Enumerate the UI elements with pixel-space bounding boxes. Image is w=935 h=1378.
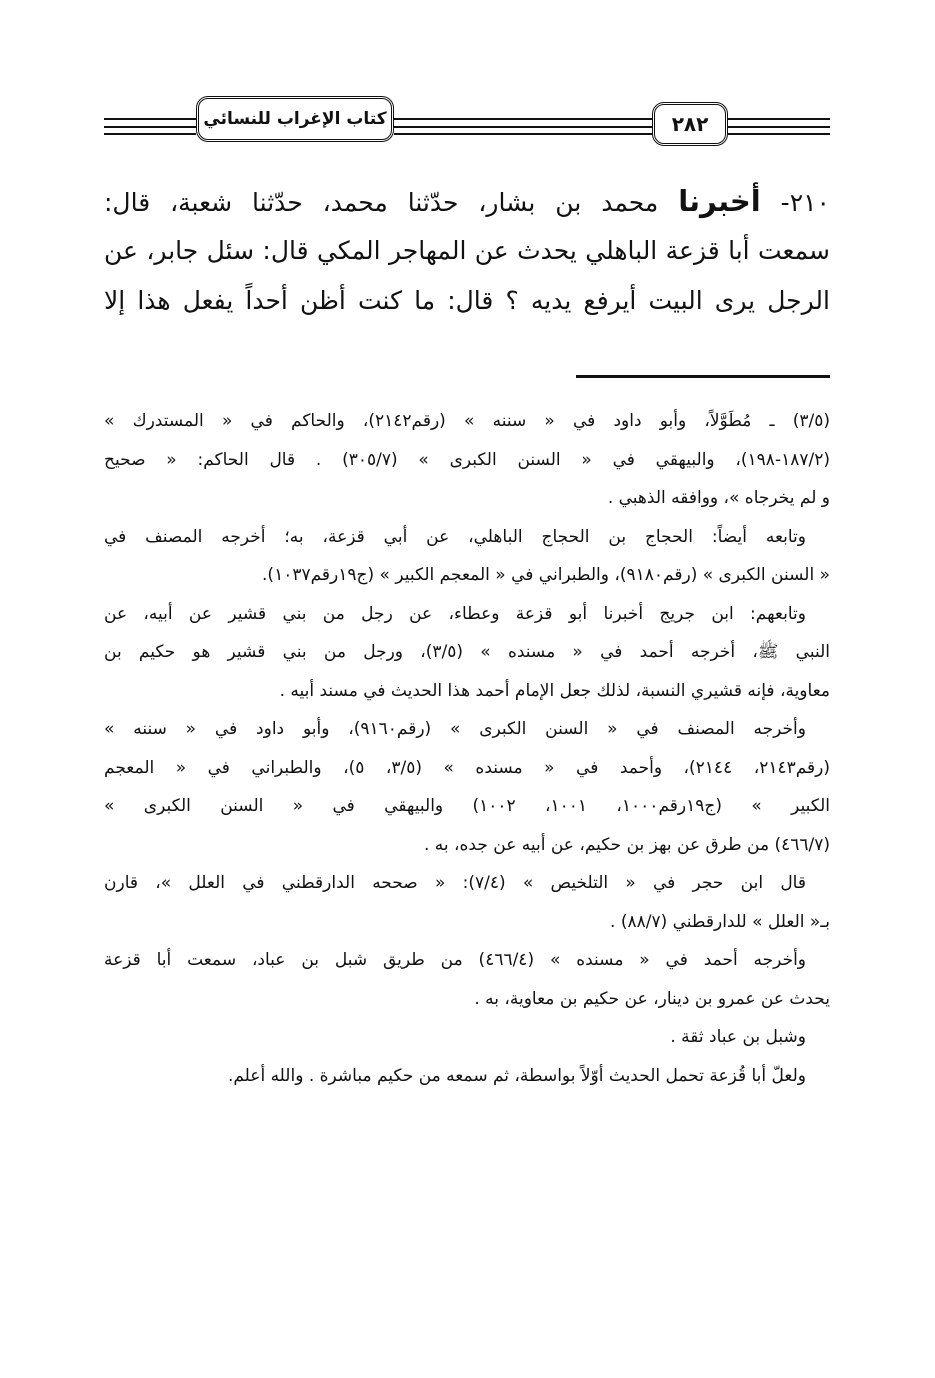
footnote-paragraph (104, 864, 830, 941)
hadith-text (104, 176, 830, 326)
footnote-line: وأخرجه أحمد في « مسنده » (٤٦٦/٤) من طريق شبل بن عباد، سمعت أبا قزعة (104, 950, 807, 970)
footnote-line: وشبل بن عباد ثقة . (670, 1027, 806, 1047)
hadith-line-text: محمد بن بشار، حدّثنا محمد، حدّثنا شعبة، قال: (104, 188, 679, 217)
footnote-line: ولعلّ أبا قُزعة تحمل الحديث أوّلاً بواسطة، ثم سمعه من حكيم مباشرة . والله أعلم. (227, 1065, 806, 1086)
footnote-line: النبي ﷺ، أخرجه أحمد في « مسنده » (٣/٥)، ورجل من بني قشير هو حكيم بن (104, 642, 830, 662)
header-rule-left (104, 133, 196, 135)
page-number (652, 102, 728, 146)
footnote-line: (٣/٥) ـ مُطَوَّلاً، وأبو داود في « سننه » (رقم٢١٤٢)، والحاكم في « المستدرك » (104, 411, 830, 431)
header-rule-middle (394, 126, 652, 128)
header-rule-left (104, 126, 196, 128)
footnote-paragraph (104, 1018, 830, 1057)
footnote-line: (٤٦٦/٧) من طرق عن بهز بن حكيم، عن أبيه عن جده، به . (423, 834, 830, 855)
footnote-paragraph (104, 1057, 830, 1096)
header-rule-right (728, 118, 830, 120)
footnote-paragraph (104, 710, 830, 864)
footnote-line: و لم يخرجاه »، ووافقه الذهبي . (607, 488, 830, 508)
footnote-line: معاوية، فإنه قشيري النسبة، لذلك جعل الإمام أحمد هذا الحديث في مسند أبيه . (279, 680, 830, 701)
hadith-number: ٢١٠- (760, 188, 830, 217)
footnote-paragraph (104, 941, 830, 1018)
hadith-line (104, 176, 830, 226)
footnote-line: وتابعه أيضاً: الحجاج بن الحجاج الباهلي، عن أبي قزعة، به؛ أخرجه المصنف في (104, 526, 806, 547)
footnote-line: (١٨٧/٢-١٩٨)، والبيهقي في « السنن الكبرى » (٣٠٥/٧) . قال الحاكم: « صحيح (104, 449, 830, 470)
header-rule-right (728, 133, 830, 135)
header-rule-left (104, 118, 196, 120)
header-rule-middle (394, 118, 652, 120)
footnote-separator (576, 375, 830, 378)
footnote-line: الكبير » (ج١٩رقم١٠٠٠، ١٠٠١، ١٠٠٢) والبيهقي في « السنن الكبرى » (104, 796, 830, 816)
footnote-line: قال ابن حجر في « التلخيص » (٧/٤): « صححه الدارقطني في العلل »، قارن (104, 873, 806, 893)
footnote-paragraph (104, 518, 830, 595)
hadith-line: الرجل يرى البيت أيرفع يديه ؟ قال: ما كنت أظن أحداً يفعل هذا إلا (104, 286, 830, 315)
header-rule-middle (394, 133, 652, 135)
footnote-line: (رقم٢١٤٣، ٢١٤٤)، وأحمد في « مسنده » (٣/٥، ٥)، والطبراني في « المعجم (104, 757, 830, 778)
footnote-line: وأخرجه المصنف في « السنن الكبرى » (رقم٩١٦٠)، وأبو داود في « سننه » (104, 719, 806, 739)
footnote-paragraph (104, 402, 830, 518)
footnote-line: « السنن الكبرى » (رقم٩١٨٠)، والطبراني في « المعجم الكبير » (ج١٩رقم١٠٣٧). (262, 565, 830, 585)
lead-word: أخبرنا (678, 184, 761, 218)
header-rule-right (728, 126, 830, 128)
page-number-text: ٢٨٢ (671, 112, 709, 136)
footnote-line: وتابعهم: ابن جريج أخبرنا أبو قزعة وعطاء، عن رجل من بني قشير عن أبيه، عن (104, 603, 806, 624)
running-title-text: كتاب الإغراب للنسائي (203, 109, 387, 129)
footnote-line: بـ« العلل » للدارقطني (٨٨/٧) . (610, 911, 830, 932)
footnote-paragraph (104, 595, 830, 711)
footnote-line: يحدث عن عمرو بن دينار، عن حكيم بن معاوية، به . (474, 988, 830, 1009)
running-title (196, 96, 394, 142)
hadith-line: سمعت أبا قزعة الباهلي يحدث عن المهاجر المكي قال: سئل جابر، عن (104, 236, 830, 265)
footnotes (104, 402, 830, 1095)
